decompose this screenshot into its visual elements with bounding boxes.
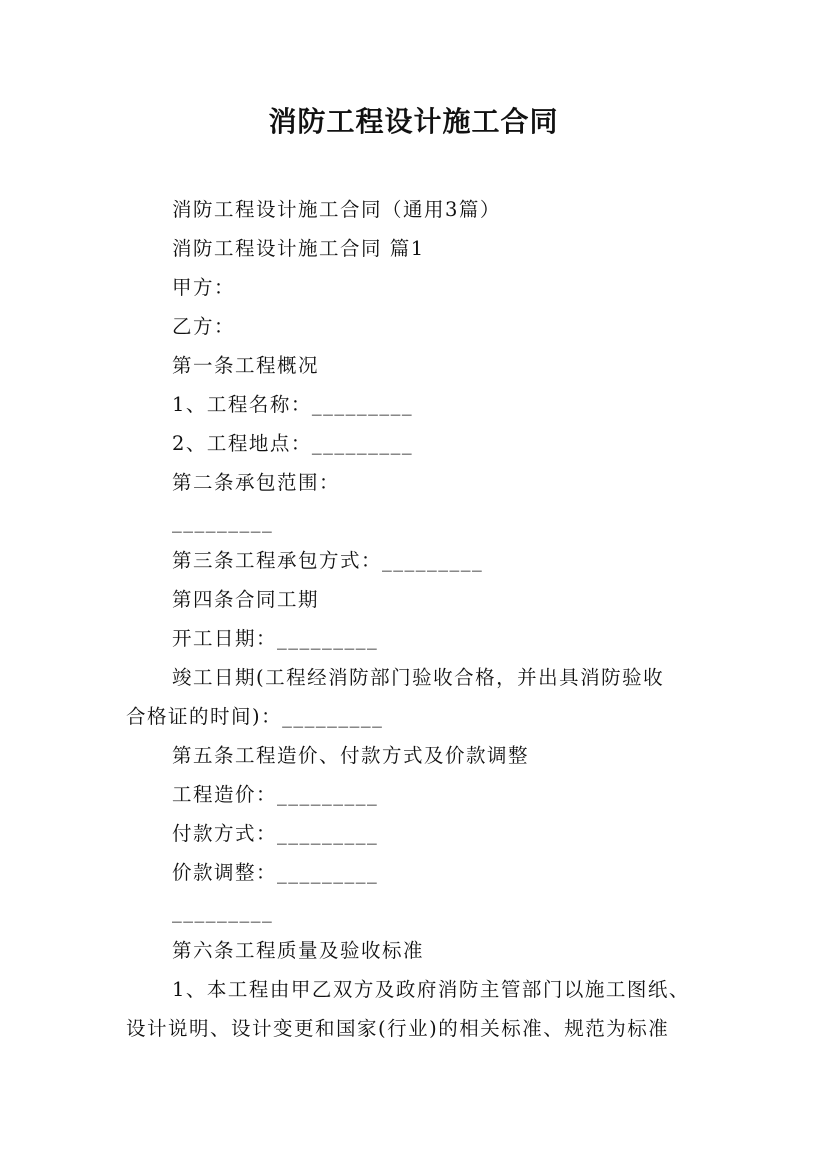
- party-a-line: 甲方：: [172, 276, 236, 299]
- article-6-paragraph-continued: 设计说明、设计变更和国家(行业)的相关标准、规范为标准: [126, 1017, 670, 1040]
- article-6-heading: 第六条工程质量及验收标准: [172, 939, 425, 962]
- completion-date-line: 竣工日期(工程经消防部门验收合格，并出具消防验收: [172, 666, 665, 689]
- document-title: 消防工程设计施工合同: [268, 105, 559, 138]
- price-adjustment-line: 价款调整：_________: [172, 861, 379, 884]
- article-2-heading: 第二条承包范围：: [172, 471, 341, 494]
- project-name-line: 1、工程名称：_________: [172, 393, 414, 416]
- article-1-heading: 第一条工程概况: [172, 354, 320, 377]
- contract-subtitle: 消防工程设计施工合同（通用3篇）: [172, 198, 501, 221]
- article-6-paragraph: 1、本工程由甲乙双方及政府消防主管部门以施工图纸、: [172, 978, 690, 1001]
- project-location-line: 2、工程地点：_________: [172, 432, 414, 455]
- start-date-line: 开工日期：_________: [172, 627, 379, 650]
- blank-line: _________: [172, 510, 274, 533]
- payment-method-line: 付款方式：_________: [172, 822, 379, 845]
- project-cost-line: 工程造价：_________: [172, 783, 379, 806]
- completion-date-line-continued: 合格证的时间)：_________: [126, 705, 384, 728]
- article-5-heading: 第五条工程造价、付款方式及价款调整: [172, 744, 530, 767]
- contract-part-heading: 消防工程设计施工合同 篇1: [172, 237, 425, 260]
- article-3-line: 第三条工程承包方式：_________: [172, 549, 484, 572]
- blank-line: _________: [172, 900, 274, 923]
- party-b-line: 乙方：: [172, 315, 236, 338]
- article-4-heading: 第四条合同工期: [172, 588, 320, 611]
